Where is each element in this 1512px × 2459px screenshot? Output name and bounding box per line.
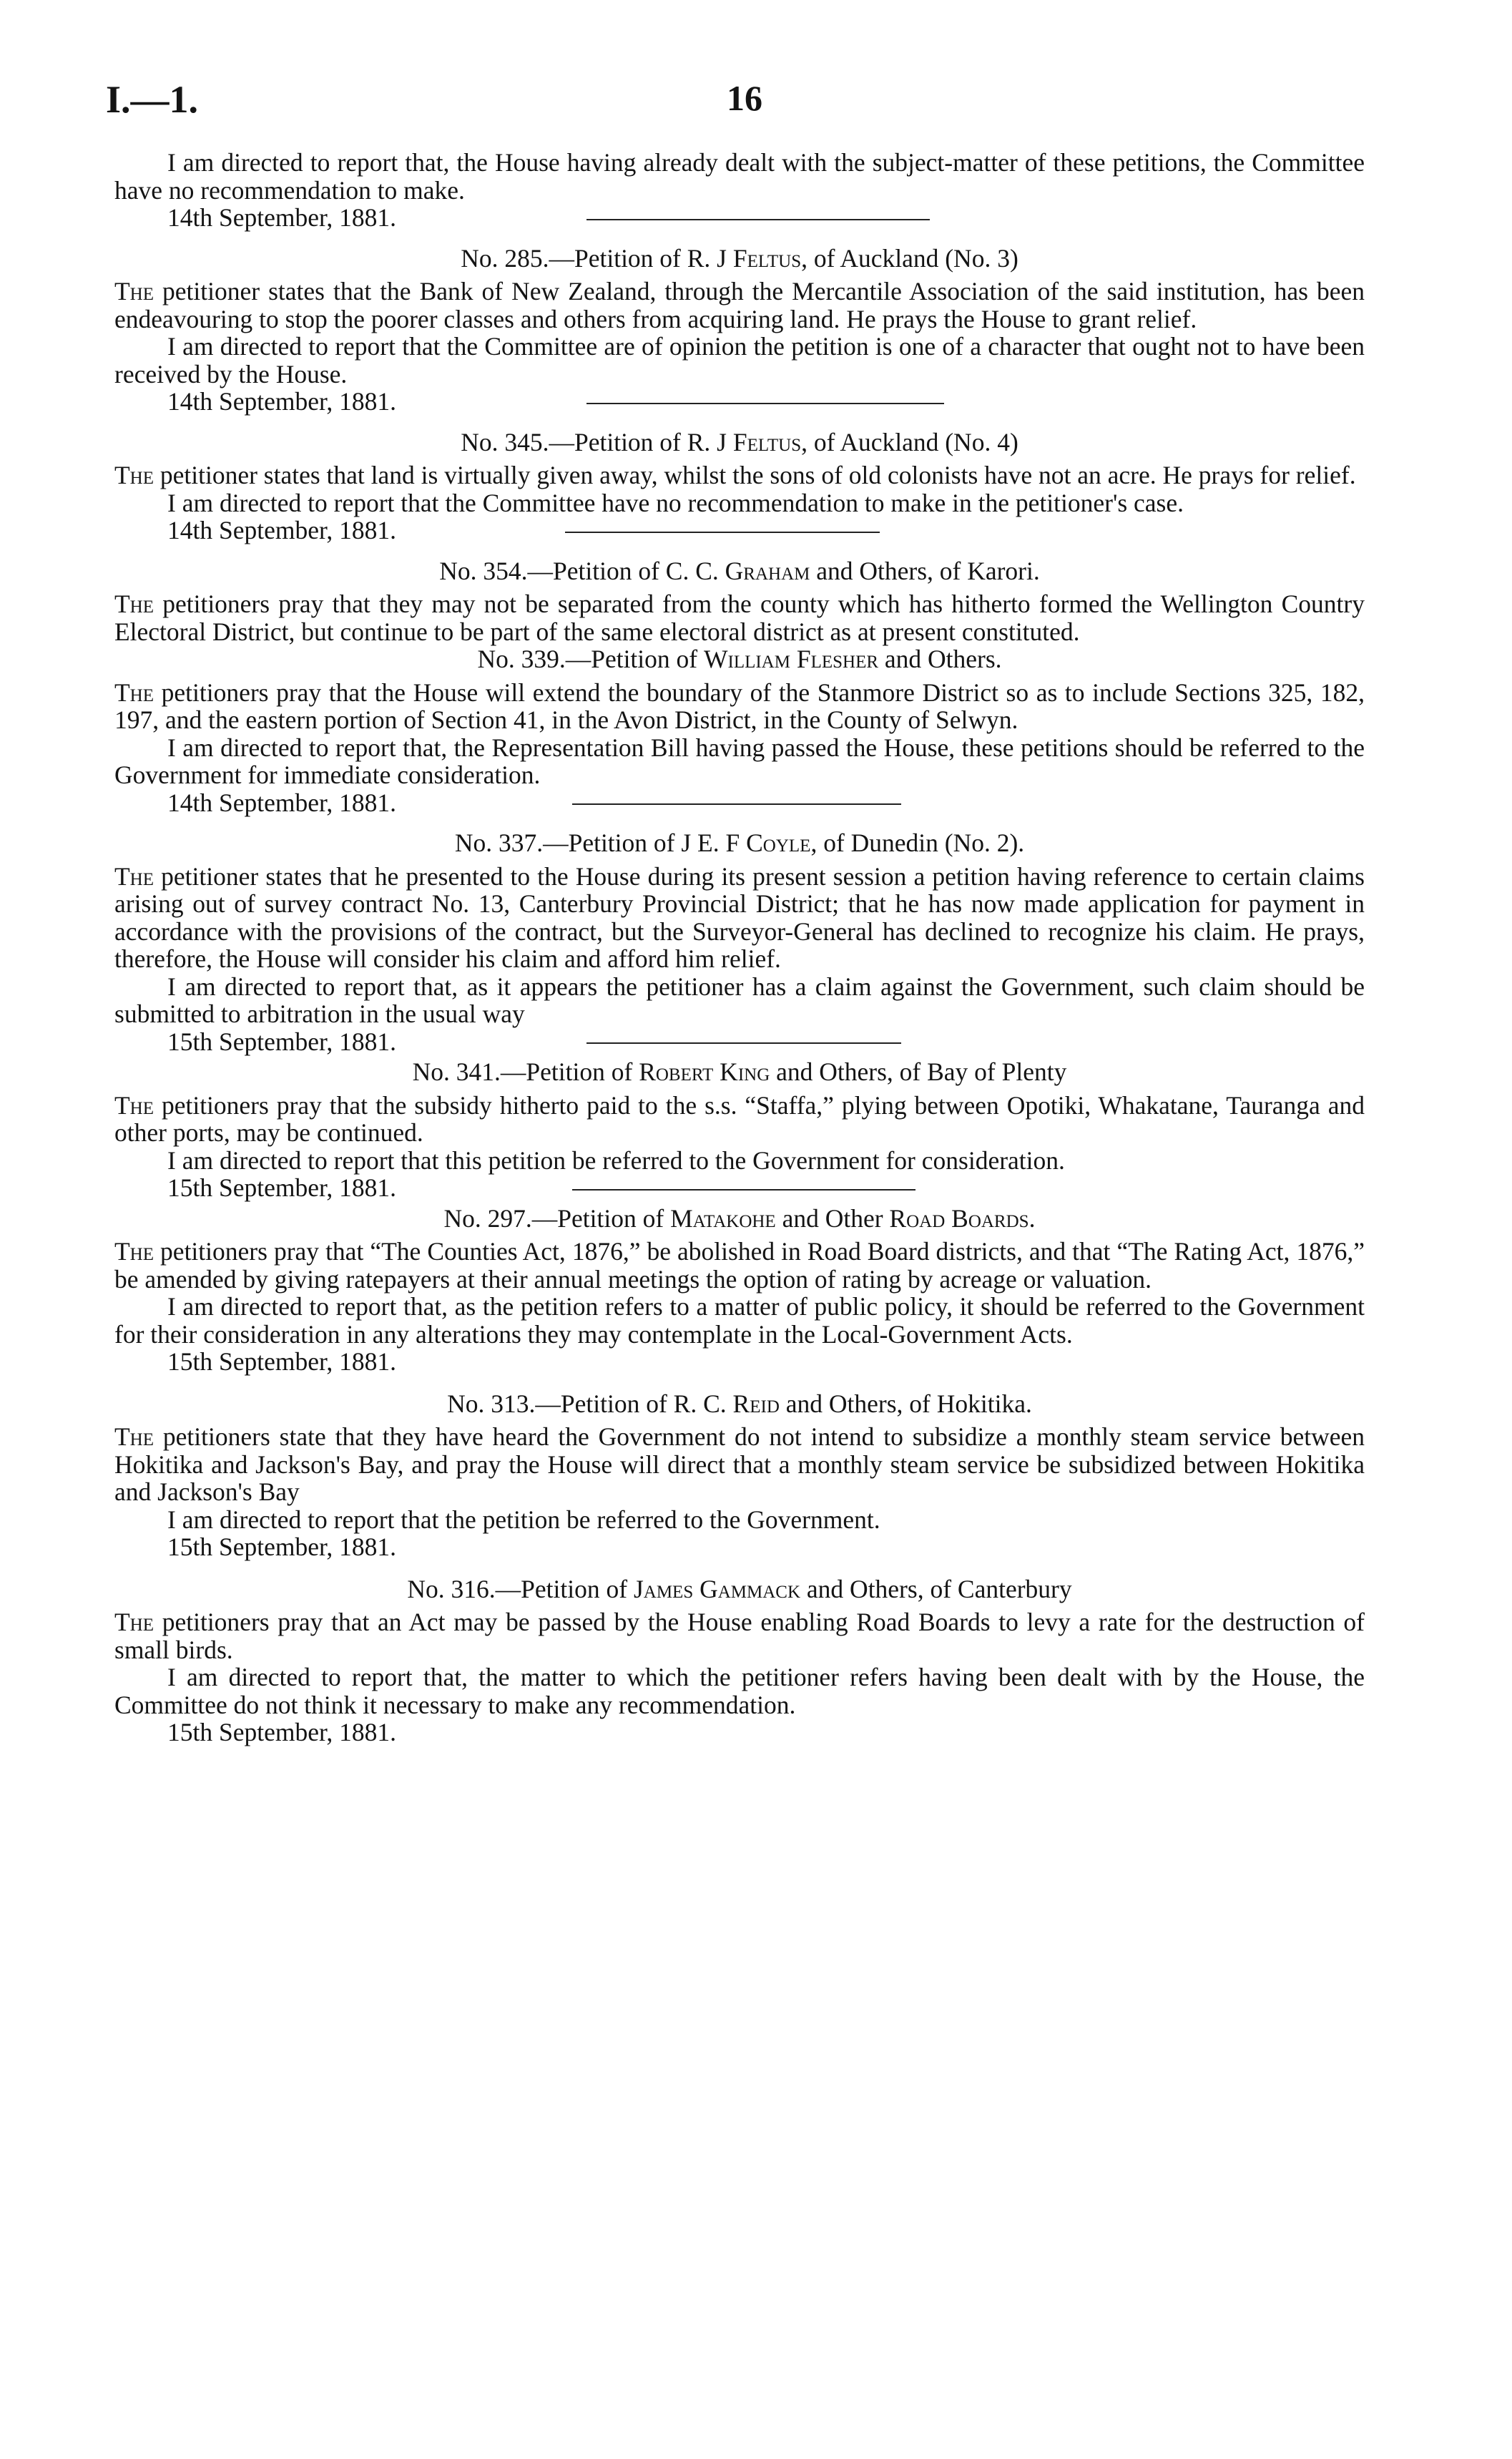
petition-285-heading: No. 285.—Petition of R. J Feltus, of Auckland (No. 3): [461, 243, 1018, 273]
petition-337-heading: No. 337.—Petition of J E. F Coyle, of Dunedin (No. 2).: [454, 828, 1025, 857]
petition-354-heading: No. 354.—Petition of C. C. Graham and Others, of Karori.: [439, 556, 1040, 585]
petition-316-heading: No. 316.—Petition of James Gammack and Others, of Canterbury: [407, 1574, 1072, 1603]
petition-341-heading: No. 341.—Petition of Robert King and Others, of Bay of Plenty: [412, 1057, 1067, 1086]
petition-345-heading: No. 345.—Petition of R. J Feltus, of Auckland (No. 4): [461, 427, 1018, 456]
petition-297-heading: No. 297.—Petition of Matakohe and Other Road Boards.: [443, 1203, 1036, 1233]
petition-313-body: The petitioners state that they have heard the Government do not intend to subsidize a monthly steam service between Hokitika and Jackson's Bay, and pray the House will direct that a monthly steam service be subsidized between Hokitika and Jackson's Bay: [114, 1422, 1365, 1506]
petition-285-report: I am directed to report that the Committee are of opinion the petition is one of a character that ought not to have been received by the House.: [114, 332, 1365, 388]
petition-341-body: The petitioners pray that the subsidy hitherto paid to the s.s. “Staffa,” plying between Opotiki, Whakatane, Tauranga and other ports, may be continued.: [114, 1090, 1365, 1147]
page-number: 16: [727, 78, 762, 118]
petition-313-report: I am directed to report that the petition be referred to the Government.: [167, 1505, 880, 1534]
page-header: [106, 77, 1415, 120]
petition-316-date: 15th September, 1881.: [167, 1718, 397, 1746]
petition-354-body: The petitioners pray that they may not be separated from the county which has hitherto formed the Wellington Country Electoral District, but continue to be part of the same electoral district as at present constituted.: [114, 590, 1365, 646]
petition-313-date: 15th September, 1881.: [167, 1532, 397, 1561]
petition-341-date: 15th September, 1881.: [167, 1173, 397, 1202]
petition-316-report: I am directed to report that, the matter to which the petitioner refers having been dealt with by the House, the Committee do not think it necessary to make any recommendation.: [114, 1663, 1365, 1719]
petition-337-date: 15th September, 1881.: [167, 1027, 397, 1056]
document-body: [114, 149, 1365, 1746]
intro-date: 14th September, 1881.: [167, 203, 397, 232]
petition-339-heading: No. 339.—Petition of William Flesher and Others.: [477, 645, 1002, 673]
petition-339-date: 14th September, 1881.: [167, 788, 397, 817]
petition-345-report: I am directed to report that the Committee have no recommendation to make in the petitioner's case.: [167, 488, 1184, 517]
petition-341-report: I am directed to report that this petition be referred to the Government for consideration.: [167, 1145, 1065, 1175]
petition-297-report: I am directed to report that, as the petition refers to a matter of public policy, it should be referred to the Government for their consideration in any alterations they may contemplate in the Local-Government Acts.: [114, 1292, 1365, 1349]
petition-297-date: 15th September, 1881.: [167, 1347, 397, 1376]
petition-345-date: 14th September, 1881.: [167, 516, 397, 544]
petition-345-body: The petitioner states that land is virtually given away, whilst the sons of old colonists have not an acre. He prays for relief.: [114, 461, 1356, 489]
petition-313-heading: No. 313.—Petition of R. C. Reid and Others, of Hokitika.: [447, 1389, 1032, 1418]
petition-339-report: I am directed to report that, the Representation Bill having passed the House, these petitions should be referred to the Government for immediate consideration.: [114, 733, 1365, 789]
petition-339-body: The petitioners pray that the House will extend the boundary of the Stanmore District so as to include Sections 325, 182, 197, and the eastern portion of Section 41, in the Avon District, in the County of Selwyn.: [114, 678, 1365, 734]
petition-337-body: The petitioner states that he presented to the House during its present session a petition having reference to certain claims arising out of survey contract No. 13, Canterbury Provincial District; that he has now made application for payment in accordance with the provisions of the contract, but the Surveyor-General has declined to recognize his claim. He prays, therefore, the House will consider his claim and afford him relief.: [114, 861, 1365, 973]
petition-285-date: 14th September, 1881.: [167, 387, 397, 416]
document-reference: I.—1.: [106, 78, 199, 121]
petition-337-report: I am directed to report that, as it appears the petitioner has a claim against the Government, such claim should be submitted to arbitration in the usual way: [114, 972, 1365, 1028]
petition-285-body: The petitioner states that the Bank of New Zealand, through the Mercantile Association of the said institution, has been endeavouring to stop the poorer classes and others from acquiring land. He prays the House to grant relief.: [114, 277, 1365, 333]
intro-report: I am directed to report that, the House having already dealt with the subject-matter of these petitions, the Committee have no recommendation to make.: [114, 148, 1365, 205]
petition-297-body: The petitioners pray that “The Counties Act, 1876,” be abolished in Road Board districts, and that “The Rating Act, 1876,” be amended by giving ratepayers at their annual meetings the option of rating by acreage or valuation.: [114, 1237, 1365, 1294]
petition-316-body: The petitioners pray that an Act may be passed by the House enabling Road Boards to levy a rate for the destruction of small birds.: [114, 1608, 1365, 1664]
